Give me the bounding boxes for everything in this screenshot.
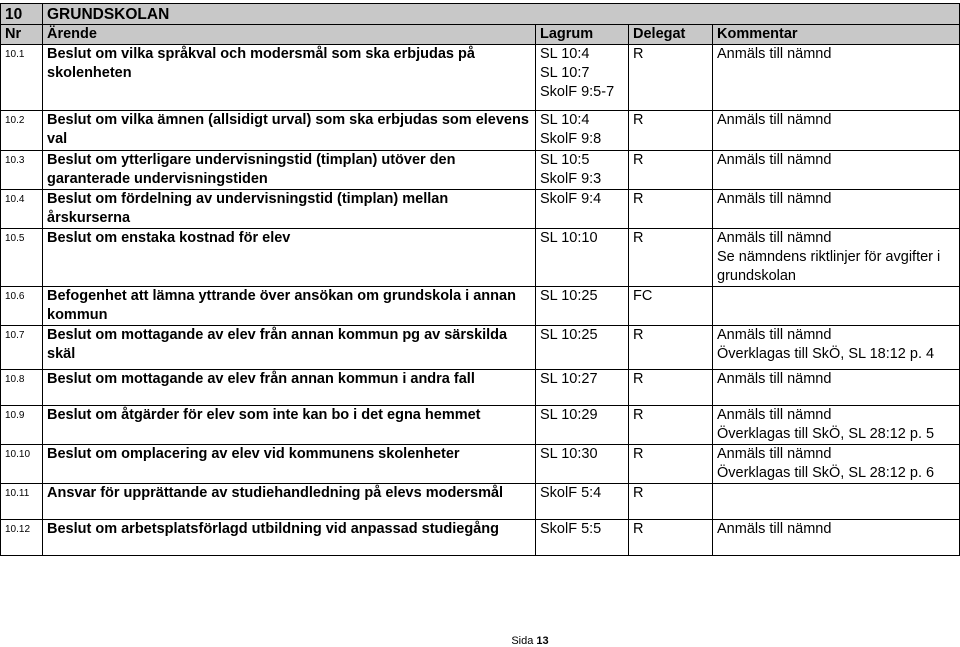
kommentar-line: Anmäls till nämnd [717, 407, 832, 423]
table-row [1, 326, 960, 370]
table-row [1, 445, 960, 484]
row-lagrum [536, 287, 629, 326]
row-arende: Beslut om mottagande av elev från annan kommun pg av särskilda skäl [43, 326, 536, 370]
row-kommentar [713, 287, 960, 326]
lagrum-line: SL 10:27 [540, 371, 598, 387]
section-header-row [1, 4, 960, 25]
row-lagrum [536, 45, 629, 111]
section-title: GRUNDSKOLAN [43, 4, 960, 25]
row-delegat: R [629, 484, 713, 520]
row-kommentar [713, 45, 960, 111]
lagrum-line: SL 10:30 [540, 446, 598, 462]
kommentar-line: Anmäls till nämnd [717, 327, 832, 343]
row-arende: Beslut om omplacering av elev vid kommunens skolenheter [43, 445, 536, 484]
row-delegat: R [629, 326, 713, 370]
table-row [1, 190, 960, 229]
lagrum-line: SkolF 5:5 [540, 521, 602, 537]
row-arende: Beslut om vilka språkval och modersmål som ska erbjudas på skolenheten [43, 45, 536, 111]
row-lagrum [536, 445, 629, 484]
row-number: 10.12 [1, 520, 43, 556]
row-lagrum [536, 326, 629, 370]
row-kommentar [713, 190, 960, 229]
row-delegat: R [629, 445, 713, 484]
row-number: 10.9 [1, 406, 43, 445]
table-row [1, 151, 960, 190]
kommentar-line: Anmäls till nämnd [717, 230, 832, 246]
row-arende: Beslut om åtgärder för elev som inte kan bo i det egna hemmet [43, 406, 536, 445]
kommentar-line: Se nämndens riktlinjer för avgifter i grundskolan [717, 249, 941, 284]
row-arende: Beslut om fördelning av undervisningstid (timplan) mellan årskurserna [43, 190, 536, 229]
row-number: 10.4 [1, 190, 43, 229]
row-delegat: R [629, 45, 713, 111]
lagrum-line: SL 10:4 [540, 112, 590, 128]
header-lagrum: Lagrum [536, 25, 629, 45]
row-lagrum [536, 370, 629, 406]
row-lagrum [536, 229, 629, 287]
page-footer [0, 635, 960, 647]
row-arende: Befogenhet att lämna yttrande över ansökan om grundskola i annan kommun [43, 287, 536, 326]
table-row [1, 45, 960, 111]
row-number: 10.1 [1, 45, 43, 111]
kommentar-line: Anmäls till nämnd [717, 521, 832, 537]
lagrum-line: SkolF 5:4 [540, 485, 602, 501]
row-lagrum [536, 520, 629, 556]
row-number: 10.6 [1, 287, 43, 326]
lagrum-line: SL 10:7 [540, 65, 590, 81]
footer-label: Sida [511, 635, 534, 647]
row-delegat: R [629, 229, 713, 287]
row-kommentar [713, 484, 960, 520]
kommentar-line: Anmäls till nämnd [717, 371, 832, 387]
row-delegat: FC [629, 287, 713, 326]
row-kommentar [713, 229, 960, 287]
row-arende: Beslut om enstaka kostnad för elev [43, 229, 536, 287]
table-row [1, 520, 960, 556]
page-number: 13 [536, 635, 549, 647]
lagrum-line: SL 10:25 [540, 288, 598, 304]
row-lagrum [536, 484, 629, 520]
table-row [1, 484, 960, 520]
lagrum-line: SL 10:10 [540, 230, 598, 246]
lagrum-line: SkolF 9:3 [540, 171, 602, 187]
section-number: 10 [1, 4, 43, 25]
row-number: 10.11 [1, 484, 43, 520]
row-lagrum [536, 406, 629, 445]
kommentar-line: Överklagas till SkÖ, SL 18:12 p. 4 [717, 346, 935, 362]
lagrum-line: SkolF 9:8 [540, 131, 602, 147]
row-arende: Beslut om mottagande av elev från annan kommun i andra fall [43, 370, 536, 406]
lagrum-line: SL 10:29 [540, 407, 598, 423]
row-delegat: R [629, 151, 713, 190]
table-row [1, 406, 960, 445]
row-arende: Beslut om vilka ämnen (allsidigt urval) som ska erbjudas som elevens val [43, 111, 536, 151]
lagrum-line: SL 10:5 [540, 152, 590, 168]
row-number: 10.8 [1, 370, 43, 406]
delegation-table [0, 3, 960, 556]
header-kommentar: Kommentar [713, 25, 960, 45]
lagrum-line: SkolF 9:4 [540, 191, 602, 207]
row-number: 10.10 [1, 445, 43, 484]
row-delegat: R [629, 111, 713, 151]
row-arende: Beslut om ytterligare undervisningstid (timplan) utöver den garanterade undervisningstiden [43, 151, 536, 190]
header-arende: Ärende [43, 25, 536, 45]
row-number: 10.7 [1, 326, 43, 370]
lagrum-line: SkolF 9:5-7 [540, 84, 615, 100]
row-number: 10.3 [1, 151, 43, 190]
row-delegat: R [629, 370, 713, 406]
header-nr: Nr [1, 25, 43, 45]
row-kommentar [713, 445, 960, 484]
column-header-row [1, 25, 960, 45]
table-row [1, 229, 960, 287]
row-lagrum [536, 151, 629, 190]
kommentar-line: Anmäls till nämnd [717, 191, 832, 207]
row-lagrum [536, 111, 629, 151]
header-delegat: Delegat [629, 25, 713, 45]
row-kommentar [713, 370, 960, 406]
row-kommentar [713, 406, 960, 445]
lagrum-line: SL 10:4 [540, 46, 590, 62]
table-row [1, 370, 960, 406]
lagrum-line: SL 10:25 [540, 327, 598, 343]
table-row [1, 287, 960, 326]
row-lagrum [536, 190, 629, 229]
kommentar-line: Överklagas till SkÖ, SL 28:12 p. 6 [717, 465, 935, 481]
kommentar-line: Anmäls till nämnd [717, 152, 832, 168]
kommentar-line: Anmäls till nämnd [717, 446, 832, 462]
row-kommentar [713, 520, 960, 556]
row-number: 10.2 [1, 111, 43, 151]
row-delegat: R [629, 520, 713, 556]
row-delegat: R [629, 406, 713, 445]
row-kommentar [713, 151, 960, 190]
row-arende: Ansvar för upprättande av studiehandledning på elevs modersmål [43, 484, 536, 520]
table-row [1, 111, 960, 151]
kommentar-line: Anmäls till nämnd [717, 112, 832, 128]
row-delegat: R [629, 190, 713, 229]
kommentar-line: Överklagas till SkÖ, SL 28:12 p. 5 [717, 426, 935, 442]
row-arende: Beslut om arbetsplatsförlagd utbildning vid anpassad studiegång [43, 520, 536, 556]
row-number: 10.5 [1, 229, 43, 287]
row-kommentar [713, 326, 960, 370]
kommentar-line: Anmäls till nämnd [717, 46, 832, 62]
row-kommentar [713, 111, 960, 151]
